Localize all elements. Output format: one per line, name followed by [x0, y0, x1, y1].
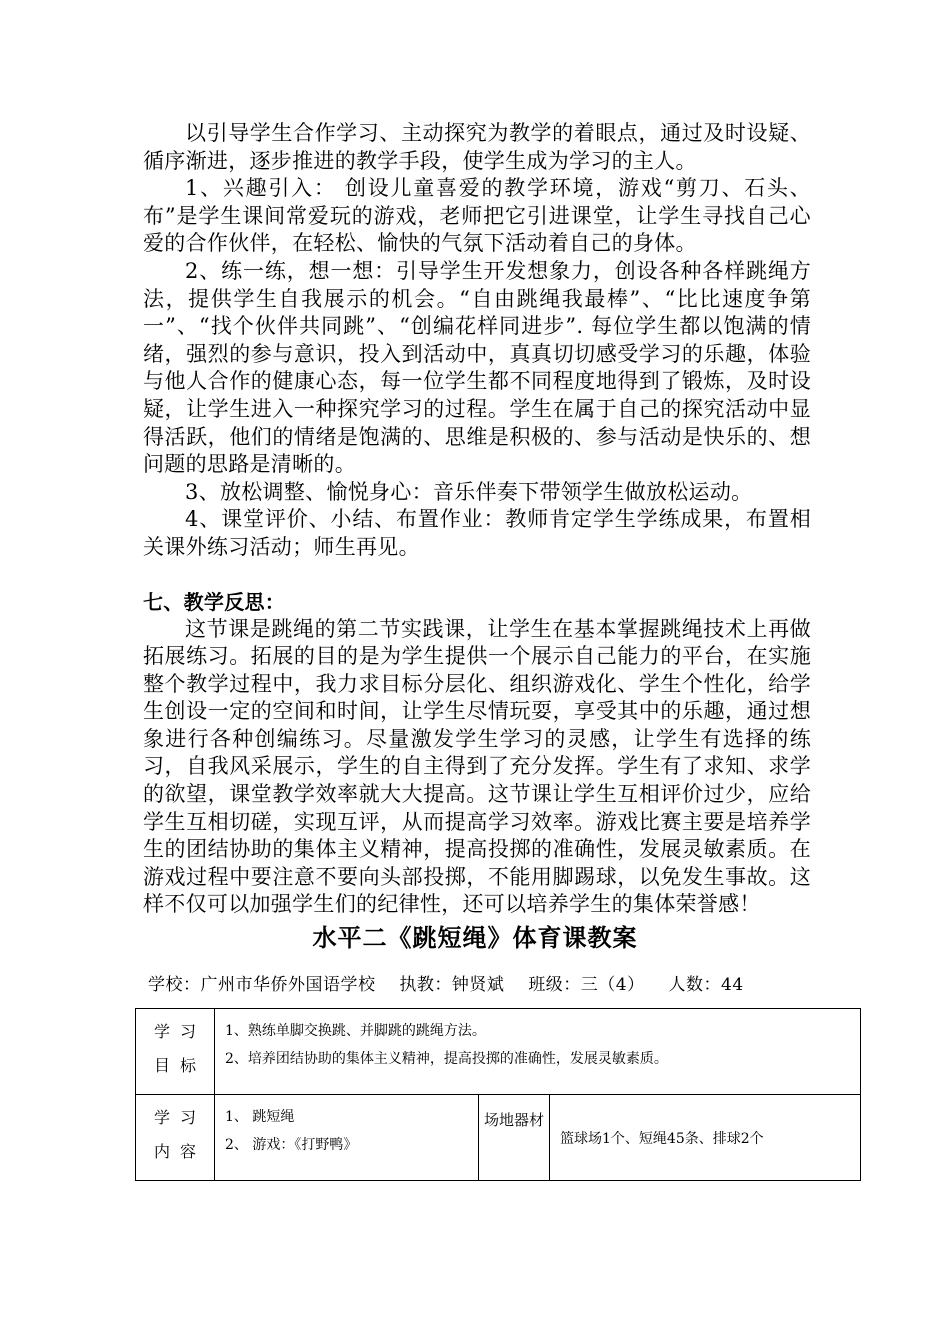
content-label-cell: [136, 1095, 215, 1181]
venue-label-cell: 场地器材: [479, 1095, 550, 1181]
goal-item: 2、培养团结协助的集体主义精神，提高投掷的准确性，发展灵敏素质。: [225, 1051, 668, 1067]
content-label-top: 学习: [153, 1108, 206, 1127]
content-item: 1、 跳短绳: [225, 1109, 295, 1125]
goals-label-cell: [136, 1009, 215, 1095]
lesson-plan-title: 水平二《跳短绳》体育课教案: [312, 924, 638, 952]
table-row-content: [136, 1095, 861, 1181]
content-item: 2、 游戏：《打野鸭》: [225, 1137, 358, 1153]
paragraph-step-3: 3、放松调整、愉悦身心：音乐伴奏下带领学生做放松运动。: [185, 479, 753, 504]
info-count: 人数：44: [668, 975, 744, 995]
lesson-info-line: [148, 970, 762, 995]
info-school: 学校：广州市华侨外国语学校: [148, 975, 376, 995]
paragraph-intro: 以引导学生合作学习、主动探究为教学的着眼点，通过及时设疑、循序渐进，逐步推进的教学手段，使学生成为学习的主人。: [143, 121, 811, 173]
lesson-plan-table: [135, 1008, 861, 1181]
section-heading-reflection: 七、教学反思：: [143, 589, 286, 614]
paragraph-step-4: 4、课堂评价、小结、布置作业：教师肯定学生学练成果，布置相关课外练习活动；师生再见。: [143, 507, 811, 559]
paragraph-reflection: 这节课是跳绳的第二节实践课，让学生在基本掌握跳绳技术上再做拓展练习。拓展的目的是为学生提供一个展示自己能力的平台，在实施整个教学过程中，我力求目标分层化、组织游戏化、学生个性化，给学生创设一定的空间和时间，让学生尽情玩耍，享受其中的乐趣，通过想象进行各种创编练习。尽量激发学生学习的灵感，让学生有选择的练习，自我风采展示，学生的自主得到了充分发挥。学生有了求知、求学的欲望，课堂教学效率就大大提高。这节课让学生互相评价过少，应给学生互相切磋，实现互评，从而提高学习效率。游戏比赛主要是培养学生的团结协助的集体主义精神，提高投掷的准确性，发展灵敏素质。在游戏过程中要注意不要向头部投掷，不能用脚踢球，以免发生事故。这样不仅可以加强学生们的纪律性，还可以培养学生的集体荣誉感！: [143, 616, 811, 917]
goals-label-top: 学习: [153, 1022, 206, 1041]
info-class: 班级：三（4）: [528, 975, 645, 995]
paragraph-step-2: 2、练一练，想一想：引导学生开发想象力，创设各种各样跳绳方法，提供学生自我展示的机会。“自由跳绳我最棒”、“比比速度争第一”、“找个伙伴共同跳”、“创编花样同进步”. 每位学生都以饱满的情绪，强烈的参与意识，投入到活动中，真真切切感受学习的乐趣，体验与他人合作的健康心态，每一位学生都不同程度地得到了锻炼，及时设疑，让学生进入一种探究学习的过程。学生在属于自己的探究活动中显得活跃，他们的情绪是饱满的、思维是积极的、参与活动是快乐的、想问题的思路是清晰的。: [143, 258, 811, 477]
goals-content-cell: [215, 1009, 861, 1095]
paragraph-step-1: 1、兴趣引入： 创设儿童喜爱的教学环境，游戏“剪刀、石头、布”是学生课间常爱玩的游戏，老师把它引进课堂，让学生寻找自己心爱的合作伙伴，在轻松、愉快的气氛下活动着自己的身体。: [143, 176, 811, 256]
goal-item: 1、熟练单脚交换跳、并脚跳的跳绳方法。: [225, 1023, 486, 1039]
venue-value-cell: 篮球场1个、短绳45条、排球2个: [550, 1095, 861, 1181]
content-items-cell: [215, 1095, 479, 1181]
info-teacher: 执教：钟贤斌: [399, 975, 505, 995]
goals-label-bottom: 目标: [153, 1056, 206, 1075]
content-label-bottom: 内容: [153, 1142, 206, 1161]
body-text: [143, 120, 811, 919]
table-row-goals: [136, 1009, 861, 1095]
